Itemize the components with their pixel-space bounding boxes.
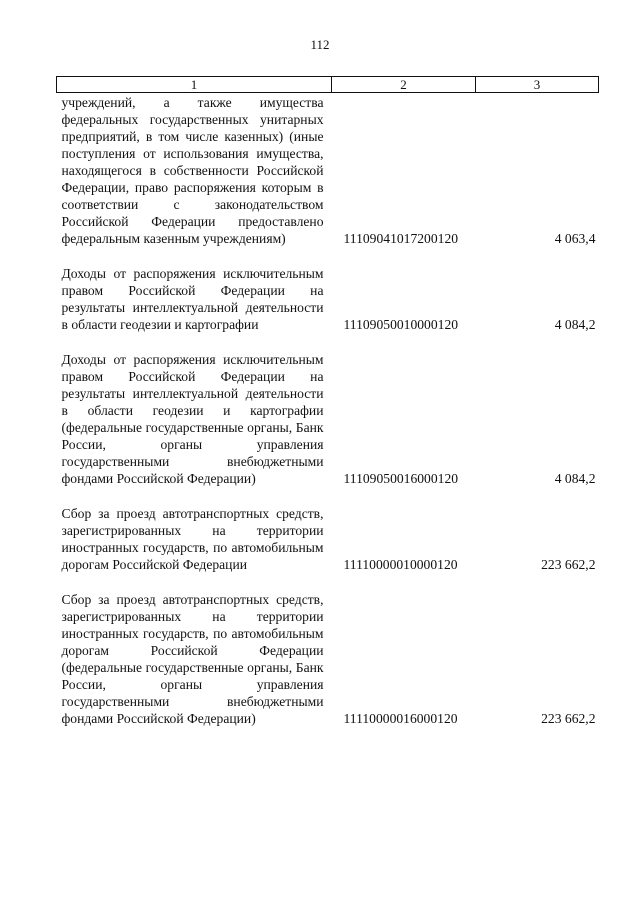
row-amount: 4 063,4 [554, 231, 596, 246]
row-code: 11109041017200120 [343, 231, 459, 246]
row-code: 11110000010000120 [343, 557, 458, 572]
budget-table [56, 76, 599, 727]
row-amount: 4 084,2 [554, 471, 596, 486]
table-header-row [57, 77, 599, 93]
row-name: Доходы от распоряжения исключительным правом Российской Федерации на результаты интеллектуальной деятельности в области геодезии и картографии (федеральные государственные органы, Банк России, органы управления государственными внебюджетными фондами Российской Федерации) [61, 352, 324, 486]
row-name: учреждений, а также имущества федеральных государственных унитарных предприятий, в том числе казенных) (иные поступления от использования имущества, находящегося в собственности Российской Федерации, право распоряжения которым в соответствии с законодательством Российской Федерации предоставлено федеральным казенным учреждениям) [61, 95, 324, 246]
table-row [57, 573, 599, 727]
row-amount: 223 662,2 [541, 711, 596, 726]
row-code: 11110000016000120 [343, 711, 458, 726]
row-amount: 4 084,2 [554, 317, 596, 332]
row-code: 11109050010000120 [343, 317, 459, 332]
row-amount: 223 662,2 [541, 557, 596, 572]
column-header-3: 3 [476, 77, 599, 93]
column-header-1: 1 [57, 77, 332, 93]
column-header-2: 2 [332, 77, 476, 93]
row-name: Доходы от распоряжения исключительным правом Российской Федерации на результаты интеллектуальной деятельности в области геодезии и картографии [61, 266, 324, 332]
row-name: Сбор за проезд автотранспортных средств, зарегистрированных на территории иностранных государств, по автомобильным дорогам Российской Федерации (федеральные государственные органы, Банк России, органы управления государственными внебюджетными фондами Российской Федерации) [61, 592, 324, 726]
table-row [57, 487, 599, 573]
table-row [57, 333, 599, 487]
row-code: 11109050016000120 [343, 471, 459, 486]
table-row [57, 93, 599, 248]
row-name: Сбор за проезд автотранспортных средств, зарегистрированных на территории иностранных государств, по автомобильным дорогам Российской Федерации [61, 506, 324, 572]
table-row [57, 247, 599, 333]
page-number: 112 [310, 37, 330, 52]
